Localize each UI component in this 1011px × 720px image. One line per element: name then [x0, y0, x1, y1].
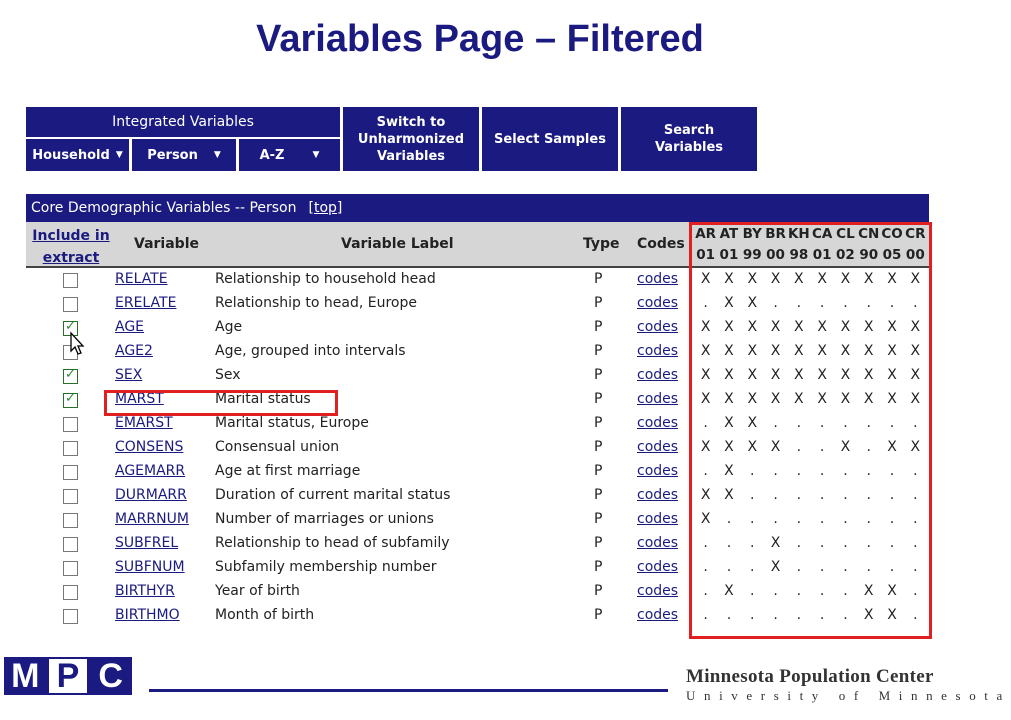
sample-mark: .: [866, 463, 871, 479]
variable-type: P: [594, 463, 603, 479]
sample-mark: .: [773, 463, 778, 479]
sample-mark: .: [750, 511, 755, 527]
variable-link[interactable]: EMARST: [115, 415, 173, 431]
include-checkbox[interactable]: [63, 465, 78, 480]
sample-mark: X: [700, 271, 711, 287]
variable-link[interactable]: AGE2: [115, 343, 153, 359]
sample-mark: .: [796, 535, 802, 551]
sample-mark: X: [747, 367, 758, 383]
sample-mark: .: [819, 583, 825, 599]
sample-mark: .: [913, 463, 918, 479]
sample-mark: .: [889, 415, 895, 431]
sample-mark: .: [796, 415, 802, 431]
sample-mark: .: [866, 535, 871, 551]
codes-link[interactable]: codes: [637, 607, 679, 623]
integrated-variables-title: Integrated Variables: [26, 107, 340, 137]
sort-dropdown-label: A-Z: [259, 147, 285, 163]
sample-mark: X: [794, 319, 804, 335]
sample-mark: X: [887, 343, 897, 359]
sample-mark: .: [703, 535, 708, 551]
sample-mark: .: [773, 511, 778, 527]
sample-mark: X: [794, 391, 804, 407]
sample-mark: .: [913, 535, 918, 551]
sample-mark: X: [840, 343, 851, 359]
variable-type: P: [594, 271, 603, 287]
sample-mark: .: [726, 559, 732, 575]
sample-mark: X: [770, 535, 781, 551]
codes-link[interactable]: codes: [637, 487, 679, 503]
university-name: University of Minnesota: [686, 688, 1011, 703]
sample-mark: .: [819, 607, 825, 623]
variable-type: P: [594, 607, 603, 623]
sample-mark: X: [887, 391, 897, 407]
sample-mark: X: [700, 391, 711, 407]
sample-mark: .: [703, 607, 708, 623]
sample-mark: .: [726, 511, 732, 527]
sample-country-code: AT: [719, 226, 739, 242]
mouse-cursor-icon: [70, 332, 86, 356]
sample-mark: X: [700, 511, 711, 527]
variable-label: Year of birth: [215, 583, 300, 599]
sample-mark: X: [817, 367, 827, 383]
sample-mark: .: [843, 559, 848, 575]
variable-label: Age: [215, 319, 243, 335]
sample-mark: X: [863, 271, 874, 287]
logo-letter-p: P: [47, 657, 90, 695]
sample-mark: .: [750, 583, 755, 599]
sample-country-code: BY: [742, 226, 762, 242]
sample-mark: X: [863, 367, 874, 383]
sample-mark: .: [913, 487, 918, 503]
variable-link[interactable]: SUBFREL: [115, 535, 179, 551]
chevron-down-icon: ▼: [115, 149, 123, 160]
variable-link[interactable]: SEX: [115, 367, 143, 383]
variable-label: Duration of current marital status: [215, 487, 451, 503]
sample-mark: .: [843, 295, 848, 311]
include-checkbox[interactable]: [63, 513, 78, 528]
sample-mark: .: [913, 511, 918, 527]
codes-link[interactable]: codes: [637, 535, 679, 551]
codes-link[interactable]: codes: [637, 343, 679, 359]
sample-mark: X: [747, 295, 758, 311]
sample-mark: X: [840, 439, 851, 455]
codes-link[interactable]: codes: [637, 295, 679, 311]
sample-mark: .: [913, 295, 918, 311]
sample-country-code: BR: [765, 226, 786, 242]
sample-mark: .: [819, 463, 825, 479]
sample-year-code: 99: [742, 247, 762, 263]
include-checkbox[interactable]: [63, 585, 78, 600]
sample-mark: X: [724, 295, 734, 311]
sample-mark: .: [819, 487, 825, 503]
logo-letter-c: C: [89, 657, 132, 695]
sample-country-code: CL: [836, 226, 855, 242]
sample-mark: X: [700, 439, 711, 455]
variable-link[interactable]: MARRNUM: [115, 511, 189, 527]
sample-mark: X: [700, 487, 711, 503]
sample-mark: X: [770, 439, 781, 455]
sample-mark: X: [840, 319, 851, 335]
sample-mark: X: [887, 439, 897, 455]
household-dropdown[interactable]: [26, 139, 129, 171]
sample-mark: X: [840, 271, 851, 287]
switch-unharmonized-button[interactable]: Switch to Unharmonized Variables: [343, 107, 479, 171]
sample-mark: X: [724, 439, 734, 455]
variable-link[interactable]: BIRTHMO: [115, 607, 180, 623]
sample-mark: X: [724, 415, 734, 431]
sample-mark: .: [726, 607, 732, 623]
chevron-down-icon: ▼: [312, 149, 320, 160]
sample-mark: .: [843, 463, 848, 479]
sample-mark: X: [747, 439, 758, 455]
sample-mark: .: [703, 463, 708, 479]
include-checkbox[interactable]: [63, 537, 78, 552]
sample-year-code: 01: [812, 247, 832, 263]
sample-mark: .: [889, 295, 895, 311]
sample-mark: .: [773, 295, 778, 311]
include-checkbox[interactable]: [63, 369, 78, 384]
variable-link[interactable]: AGEMARR: [115, 463, 186, 479]
sample-mark: .: [889, 511, 895, 527]
sample-mark: .: [796, 607, 802, 623]
sample-mark: .: [913, 607, 918, 623]
sample-mark: X: [887, 271, 897, 287]
sample-mark: X: [747, 391, 758, 407]
sample-mark: X: [700, 319, 711, 335]
slide-title: Variables Page – Filtered: [256, 18, 704, 60]
variable-type: P: [594, 583, 603, 599]
codes-link[interactable]: codes: [637, 271, 679, 287]
section-header: [26, 194, 929, 222]
include-checkbox[interactable]: [63, 489, 78, 504]
search-variables-button[interactable]: Search Variables: [621, 107, 757, 171]
variable-type: P: [594, 487, 603, 503]
sample-mark: X: [747, 271, 758, 287]
include-checkbox[interactable]: [63, 273, 78, 288]
sample-mark: X: [863, 583, 874, 599]
sample-mark: .: [773, 607, 778, 623]
variable-link[interactable]: AGE: [115, 319, 145, 335]
variable-label: Subfamily membership number: [215, 559, 437, 575]
codes-link[interactable]: codes: [637, 463, 679, 479]
sample-mark: X: [863, 319, 874, 335]
sample-mark: X: [910, 367, 921, 383]
sample-mark: X: [724, 487, 734, 503]
sample-mark: .: [866, 511, 871, 527]
sample-mark: X: [700, 343, 711, 359]
codes-header: Codes: [637, 236, 685, 252]
sample-mark: X: [863, 391, 874, 407]
sample-mark: X: [770, 391, 781, 407]
sample-mark: .: [750, 535, 755, 551]
variable-label: Age at first marriage: [215, 463, 361, 479]
sample-mark: X: [724, 343, 734, 359]
codes-link[interactable]: codes: [637, 415, 679, 431]
sample-mark: X: [794, 271, 804, 287]
sample-country-code: KH: [787, 226, 810, 242]
household-dropdown-label: Household: [32, 147, 110, 163]
sample-mark: X: [747, 343, 758, 359]
marst-highlight-box: [104, 390, 338, 416]
sample-mark: .: [819, 535, 825, 551]
sample-mark: X: [817, 343, 827, 359]
include-checkbox[interactable]: [63, 297, 78, 312]
codes-link[interactable]: codes: [637, 559, 679, 575]
samples-highlight-box: [689, 222, 932, 639]
sample-country-code: CR: [905, 226, 926, 242]
variable-label: Marital status, Europe: [215, 415, 369, 431]
variable-link[interactable]: MARST: [115, 391, 164, 407]
top-navigation: [26, 107, 757, 171]
sample-mark: .: [889, 463, 895, 479]
sample-mark: X: [817, 391, 827, 407]
sample-mark: X: [724, 391, 734, 407]
sample-mark: .: [726, 535, 732, 551]
sample-mark: X: [770, 343, 781, 359]
include-checkbox[interactable]: [63, 609, 78, 624]
sample-mark: X: [724, 367, 734, 383]
sample-mark: .: [750, 487, 755, 503]
sample-mark: .: [703, 583, 708, 599]
sample-mark: X: [910, 343, 921, 359]
sample-mark: X: [747, 319, 758, 335]
top-link[interactable]: [top]: [308, 200, 343, 216]
sample-mark: .: [866, 559, 871, 575]
footer-divider: [149, 689, 668, 692]
variable-label: Marital status: [215, 391, 311, 407]
sample-mark: X: [887, 583, 897, 599]
sample-mark: X: [887, 319, 897, 335]
sample-year-code: 90: [859, 247, 879, 263]
variable-label: Relationship to household head: [215, 271, 436, 287]
codes-link[interactable]: codes: [637, 391, 679, 407]
sample-mark: .: [750, 607, 755, 623]
variable-label-header: Variable Label: [341, 236, 454, 252]
include-in-extract-header[interactable]: Include in extract: [32, 228, 110, 266]
sample-mark: .: [889, 535, 895, 551]
sample-mark: .: [913, 415, 918, 431]
sample-mark: X: [910, 271, 921, 287]
sample-year-code: 01: [719, 247, 739, 263]
sample-country-code: CA: [811, 226, 833, 242]
sample-mark: X: [724, 463, 734, 479]
sample-country-code: AR: [695, 226, 717, 242]
variable-type: P: [594, 559, 603, 575]
sample-mark: .: [703, 559, 708, 575]
codes-link[interactable]: codes: [637, 511, 679, 527]
include-checkbox[interactable]: [63, 417, 78, 432]
variable-label: Month of birth: [215, 607, 315, 623]
sample-mark: X: [863, 343, 874, 359]
sample-mark: X: [724, 271, 734, 287]
variable-link[interactable]: SUBFNUM: [115, 559, 185, 575]
variable-type: P: [594, 415, 603, 431]
sample-year-code: 01: [696, 247, 716, 263]
sample-mark: .: [866, 487, 871, 503]
sample-country-code: CN: [858, 226, 880, 242]
sample-mark: X: [747, 415, 758, 431]
sample-mark: .: [889, 559, 895, 575]
variable-link[interactable]: RELATE: [115, 271, 168, 287]
sample-mark: .: [819, 439, 825, 455]
variable-label: Relationship to head of subfamily: [215, 535, 450, 551]
sample-mark: X: [794, 343, 804, 359]
sample-mark: X: [840, 367, 851, 383]
variable-type: P: [594, 295, 603, 311]
sample-mark: .: [913, 583, 918, 599]
sample-mark: X: [910, 439, 921, 455]
sample-mark: X: [794, 367, 804, 383]
sample-mark: .: [703, 415, 708, 431]
sample-year-code: 00: [766, 247, 785, 263]
sample-year-code: 02: [836, 247, 855, 263]
sample-mark: .: [819, 415, 825, 431]
sample-mark: .: [889, 487, 895, 503]
variable-type: P: [594, 343, 603, 359]
variable-label: Number of marriages or unions: [215, 511, 434, 527]
variable-link[interactable]: BIRTHYR: [115, 583, 175, 599]
sample-mark: .: [796, 487, 802, 503]
sample-mark: X: [724, 319, 734, 335]
variable-link[interactable]: DURMARR: [115, 487, 187, 503]
variable-header: Variable: [134, 236, 199, 252]
sample-mark: X: [770, 271, 781, 287]
variable-label: Relationship to head, Europe: [215, 295, 417, 311]
sample-mark: .: [773, 415, 778, 431]
sample-mark: .: [796, 295, 802, 311]
sample-mark: X: [770, 559, 781, 575]
logo-letter-m: M: [4, 657, 47, 695]
sample-mark: .: [843, 535, 848, 551]
sample-mark: .: [866, 295, 871, 311]
sample-mark: .: [819, 511, 825, 527]
sample-mark: .: [796, 559, 802, 575]
sample-mark: .: [796, 583, 802, 599]
sample-mark: .: [819, 559, 825, 575]
chevron-down-icon: ▼: [213, 149, 221, 160]
sample-year-code: 98: [789, 247, 809, 263]
include-checkbox[interactable]: [63, 561, 78, 576]
section-title: Core Demographic Variables -- Person: [31, 200, 297, 216]
sample-mark: X: [887, 367, 897, 383]
sample-mark: .: [866, 439, 871, 455]
sample-mark: .: [773, 583, 778, 599]
sample-mark: .: [913, 559, 918, 575]
variable-type: P: [594, 439, 603, 455]
sample-year-code: 05: [882, 247, 902, 263]
sample-mark: .: [703, 295, 708, 311]
sample-mark: .: [866, 415, 871, 431]
variable-label: Consensual union: [215, 439, 340, 455]
codes-link[interactable]: codes: [637, 439, 679, 455]
variable-type: P: [594, 391, 603, 407]
sample-mark: X: [817, 319, 827, 335]
sample-mark: .: [773, 487, 778, 503]
sample-mark: .: [843, 607, 848, 623]
variable-type: P: [594, 511, 603, 527]
type-header: Type: [583, 236, 620, 252]
sample-year-code: 00: [905, 247, 925, 263]
sample-mark: .: [750, 463, 755, 479]
mpc-logo: [4, 657, 132, 695]
codes-link[interactable]: codes: [637, 367, 679, 383]
sample-mark: .: [843, 415, 848, 431]
codes-link[interactable]: codes: [637, 319, 679, 335]
sample-mark: X: [910, 391, 921, 407]
sample-mark: X: [863, 607, 874, 623]
variable-type: P: [594, 367, 603, 383]
sample-mark: .: [796, 463, 802, 479]
sample-mark: .: [796, 439, 802, 455]
variable-link[interactable]: CONSENS: [115, 439, 184, 455]
variable-label: Age, grouped into intervals: [215, 343, 406, 359]
sample-mark: X: [724, 583, 734, 599]
person-dropdown-label: Person: [147, 147, 198, 163]
org-name: Minnesota Population Center: [686, 666, 934, 687]
include-checkbox[interactable]: [63, 393, 78, 408]
sample-country-code: CO: [881, 226, 903, 242]
sort-dropdown[interactable]: [239, 139, 340, 171]
codes-link[interactable]: codes: [637, 583, 679, 599]
sample-mark: X: [840, 391, 851, 407]
variable-label: Sex: [215, 367, 241, 383]
sample-mark: X: [910, 319, 921, 335]
variable-type: P: [594, 535, 603, 551]
person-dropdown[interactable]: [132, 139, 236, 171]
sample-mark: .: [843, 487, 848, 503]
sample-mark: X: [887, 607, 897, 623]
sample-mark: .: [843, 583, 848, 599]
select-samples-button[interactable]: Select Samples: [482, 107, 618, 171]
variable-link[interactable]: ERELATE: [115, 295, 177, 311]
sample-mark: X: [770, 367, 781, 383]
sample-mark: X: [700, 367, 711, 383]
sample-mark: .: [843, 511, 848, 527]
sample-mark: .: [750, 559, 755, 575]
sample-mark: .: [796, 511, 802, 527]
sample-mark: X: [817, 271, 827, 287]
sample-mark: X: [770, 319, 781, 335]
include-checkbox[interactable]: [63, 441, 78, 456]
variable-type: P: [594, 319, 603, 335]
sample-mark: .: [819, 295, 825, 311]
